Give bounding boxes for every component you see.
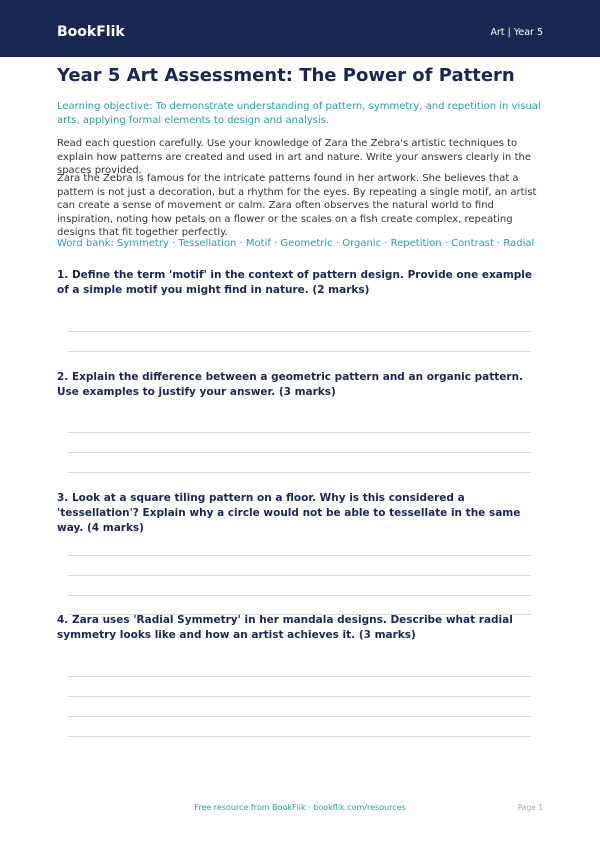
answer-line-q4-2[interactable]: [68, 696, 531, 697]
answer-line-q1-1[interactable]: [68, 331, 531, 332]
answer-line-q3-2[interactable]: [68, 575, 531, 576]
subject-breadcrumb: Art | Year 5: [490, 27, 543, 38]
answer-line-q4-3[interactable]: [68, 716, 531, 717]
word-bank: Word bank: Symmetry · Tessellation · Motif · Geometric · Organic · Repetition · Contrast · Radial: [57, 238, 535, 249]
question-1: 1. Define the term 'motif' in the context of pattern design. Provide one example of a simple motif you might find in nature. (2 marks): [57, 269, 533, 296]
footer-resource-link[interactable]: Free resource from BookFlik · bookflik.com/resources: [194, 803, 406, 812]
intro-paragraph: Zara the Zebra is famous for the intricate patterns found in her artwork. She believes that a pattern is not just a decoration, but a rhythm for the eyes. By repeating a single motif, an artist can create a sense of movement or calm. Zara often observes the natural world to find inspiration, noting how petals on a flower or the scales on a fish create complex, repeating designs that fit together perfectly.: [57, 173, 537, 238]
answer-line-q2-1[interactable]: [68, 432, 531, 433]
answer-line-q3-4[interactable]: [68, 614, 531, 615]
answer-line-q1-2[interactable]: [68, 351, 531, 352]
brand-logo[interactable]: BookFlik: [57, 24, 125, 40]
answer-line-q4-4[interactable]: [68, 736, 531, 737]
page-number: Page 1: [517, 803, 543, 812]
question-3: 3. Look at a square tiling pattern on a floor. Why is this considered a 'tessellation'? Explain why a circle would not be able to tessellate in the same way. (4 marks): [57, 492, 521, 534]
page-title: Year 5 Art Assessment: The Power of Pattern: [57, 65, 515, 86]
learning-objective: Learning objective: To demonstrate understanding of pattern, symmetry, and repetition in visual arts, applying formal elements to design and analysis.: [57, 101, 541, 126]
question-2: 2. Explain the difference between a geometric pattern and an organic pattern. Use examples to justify your answer. (3 marks): [57, 371, 524, 398]
answer-line-q3-1[interactable]: [68, 555, 531, 556]
answer-line-q4-1[interactable]: [68, 676, 531, 677]
question-4: 4. Zara uses 'Radial Symmetry' in her mandala designs. Describe what radial symmetry looks like and how an artist achieves it. (3 marks): [57, 614, 513, 641]
answer-line-q2-3[interactable]: [68, 472, 531, 473]
page-header: [0, 0, 600, 57]
answer-line-q3-3[interactable]: [68, 595, 531, 596]
instructions-paragraph: Read each question carefully. Use your knowledge of Zara the Zebra's artistic techniques to explain how patterns are created and used in art and nature. Write your answers clearly in the spaces provided.: [57, 138, 531, 176]
answer-line-q2-2[interactable]: [68, 452, 531, 453]
